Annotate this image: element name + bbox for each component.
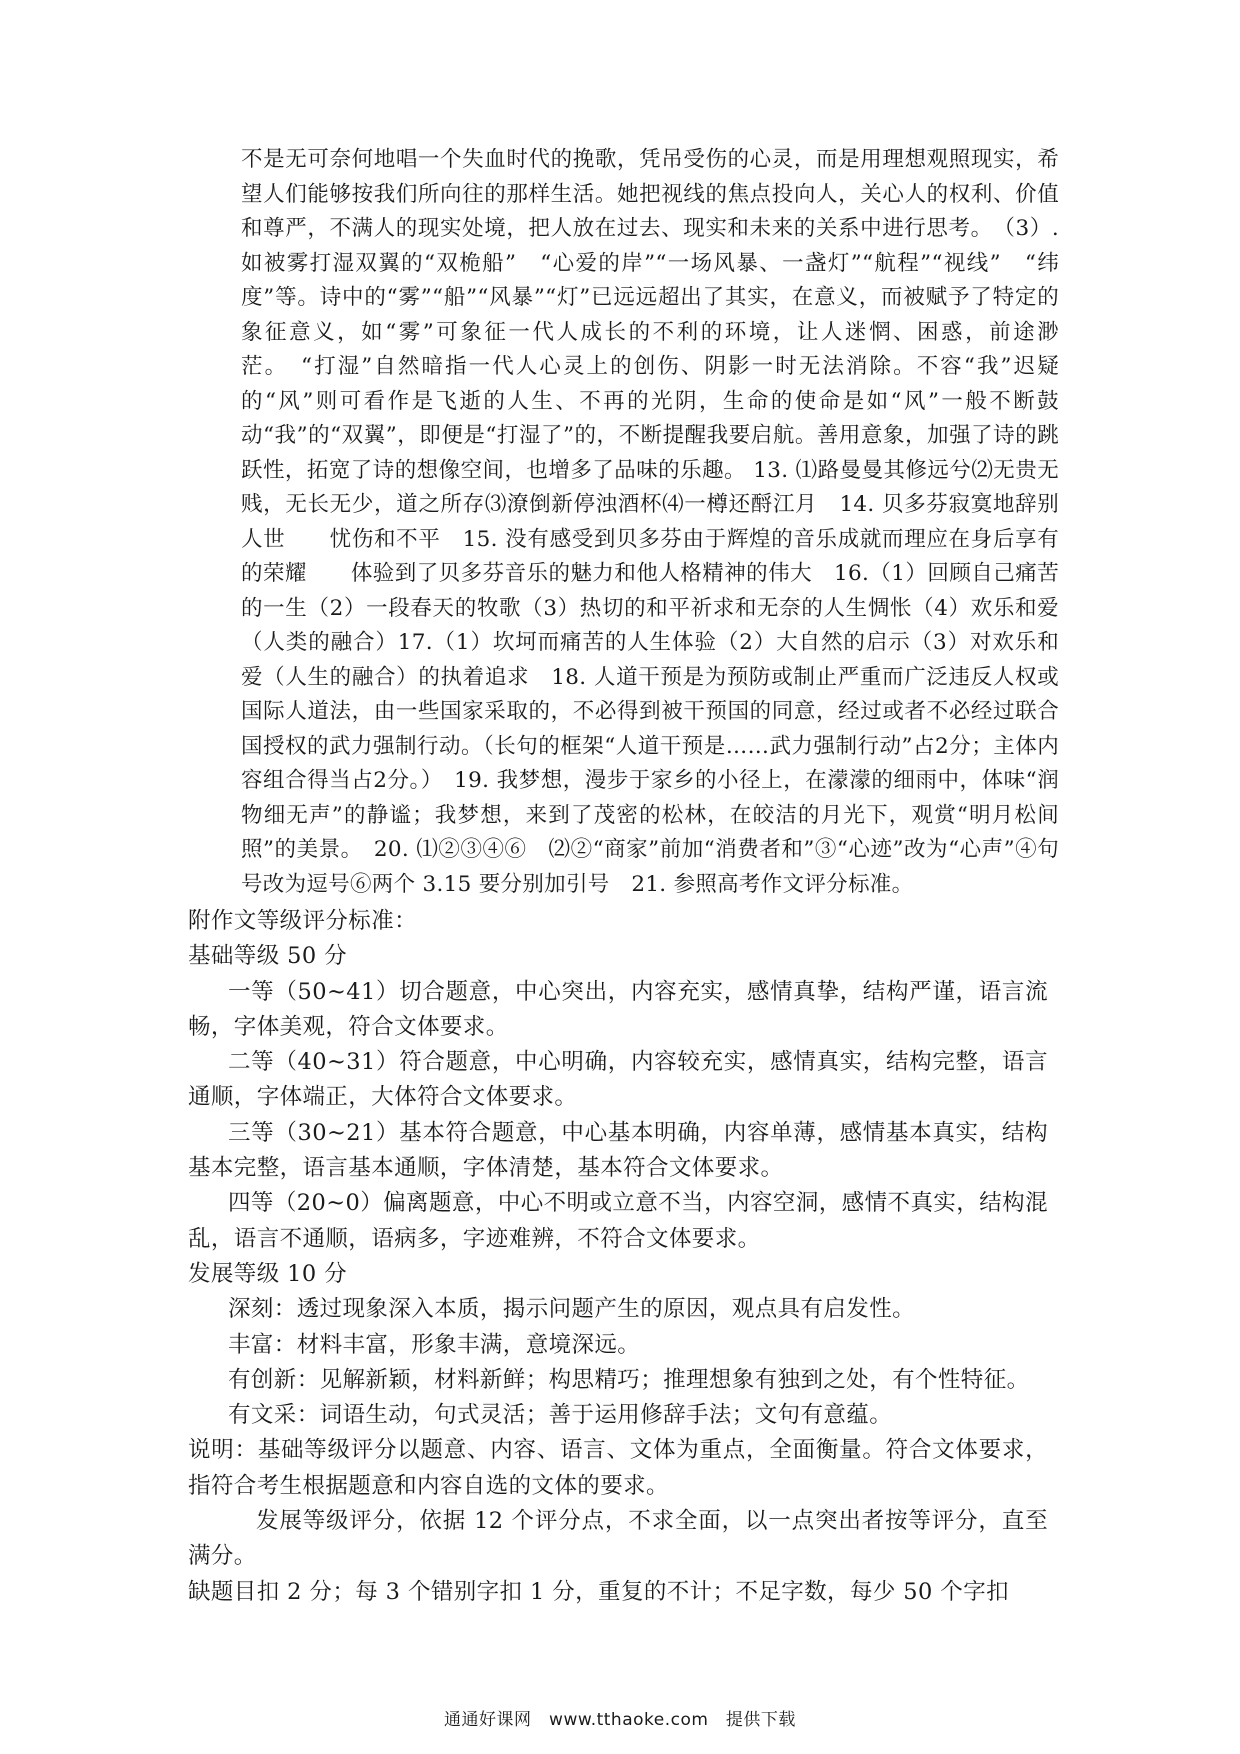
development-level-heading: 发展等级 10 分: [188, 1260, 348, 1287]
grade-3-text: 三等（30~21）基本符合题意，中心基本明确，内容单薄，感情基本真实，结构基本完整，语言基本通顺，字体清楚，基本符合文体要求。: [188, 1119, 1048, 1182]
note-text-2: 发展等级评分，依据 12 个评分点，不求全面，以一点突出者按等评分，直至满分。: [188, 1508, 1048, 1570]
grade-2-text: 二等（40~31）符合题意，中心明确，内容较充实，感情真实，结构完整，语言通顺，字体端正，大体符合文体要求。: [188, 1049, 1048, 1111]
dev-depth-text: 深刻：透过现象深入本质，揭示问题产生的原因，观点具有启发性。: [228, 1296, 916, 1323]
dev-richness-text: 丰富：材料丰富，形象丰满，意境深远。: [228, 1331, 641, 1358]
grade-4-text: 四等（20~0）偏离题意，中心不明或立意不当，内容空洞，感情不真实，结构混乱，语言不通顺，语病多，字迹难辨，不符合文体要求。: [188, 1190, 1048, 1252]
rubric-section: [188, 904, 1048, 1610]
note-text-3: 缺题目扣 2 分；每 3 个错别字扣 1 分，重复的不计；不足字数，每少 50 个字扣: [188, 1578, 1009, 1605]
dev-style-text: 有文采：词语生动，句式灵活；善于运用修辞手法；文句有意蕴。: [228, 1402, 893, 1429]
grade-1-text: 一等（50~41）切合题意，中心突出，内容充实，感情真挚，结构严谨，语言流畅，字体美观，符合文体要求。: [188, 978, 1048, 1040]
answer-key-paragraph: 不是无可奈何地唱一个失血时代的挽歌，凭吊受伤的心灵，而是用理想观照现实，希望人们能够按我们所向往的那样生活。她把视线的焦点投向人，关心人的权利、价值和尊严，不满人的现实处境，把人放在过去、现实和未来的关系中进行思考。 （3）.如被雾打湿双翼的“双桅船” “心爱的岸”“一场风暴、一盏灯”“航程”“视线” “纬度”等。诗中的“雾”“船”“风暴”“灯”已远远超出了其实，在意义，而被赋予了特定的象征意义，如“雾”可象征一代人成长的不利的环境，让人迷惘、困惑，前途渺茫。 “打湿”自然暗指一代人心灵上的创伤、阴影一时无法消除。不容“我”迟疑的“风”则可看作是飞逝的人生、不再的光阴，生命的使命是如“风”一般不断鼓动“我”的“双翼”，即便是“打湿了”的，不断提醒我要启航。善用意象，加强了诗的跳跃性，拓宽了诗的想像空间，也增多了品味的乐趣。 13. ⑴路曼曼其修远兮⑵无贵无贱，无长无少，道之所存⑶潦倒新停浊酒杯⑷一樽还酹江月 14. 贝多芬寂寞地辞别人世 忧伤和不平 15. 没有感受到贝多芬由于辉煌的音乐成就而理应在身后享有的荣耀 体验到了贝多芬音乐的魅力和他人格精神的伟大 16.（1）回顾自己痛苦的一生（2）一段春天的牧歌（3）热切的和平祈求和无奈的人生惆怅（4）欢乐和爱（人类的融合）17.（1）坎坷而痛苦的人生体验（2）大自然的启示（3）对欢乐和爱（人生的融合）的执着追求 18. 人道干预是为预防或制止严重而广泛违反人权或国际人道法，由一些国家采取的，不必得到被干预国的同意，经过或者不必经过联合国授权的武力强制行动。（长句的框架“人道干预是……武力强制行动”占2分；主体内容组合得当占2分。） 19. 我梦想，漫步于家乡的小径上，在濛濛的细雨中，体味“润物细无声”的静谧；我梦想，来到了茂密的松林，在皎洁的月光下，观赏“明月松间照”的美景。 20. ⑴②③④⑥ ⑵②“商家”前加“消费者和”③“心迹”改为“心声”④句号改为逗号⑥两个 3.15 要分别加引号 21. 参照高考作文评分标准。: [241, 147, 1060, 897]
basic-level-heading: 基础等级 50 分: [188, 943, 348, 970]
dev-innovation-text: 有创新：见解新颖，材料新鲜；构思精巧；推理想象有独到之处，有个性特征。: [228, 1366, 1030, 1393]
page-footer: 通通好课网 www.tthaoke.com 提供下载: [444, 1710, 796, 1730]
note-text-1: 说明：基础等级评分以题意、内容、语言、文体为重点，全面衡量。符合文体要求，指符合考生根据题意和内容自选的文体的要求。: [188, 1437, 1048, 1499]
rubric-heading: 附作文等级评分标准：: [188, 908, 418, 934]
